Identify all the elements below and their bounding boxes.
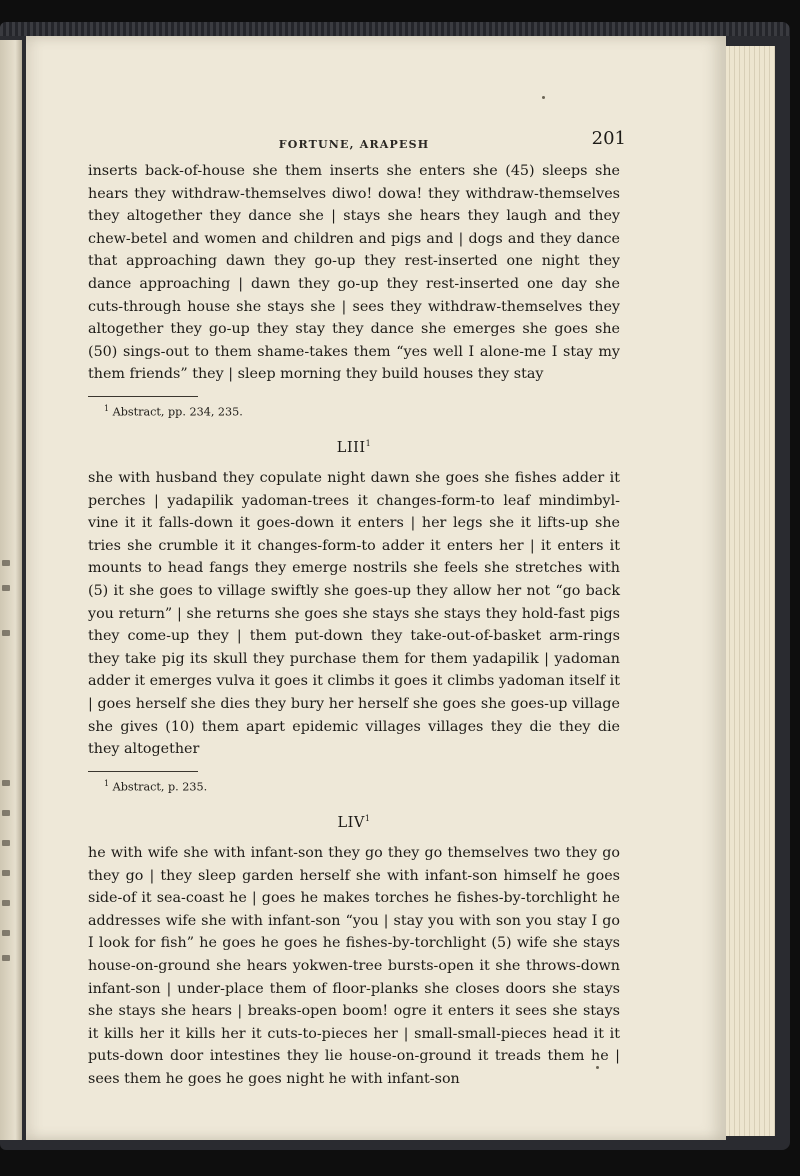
book-page — [26, 36, 726, 1140]
footnote-rule — [88, 771, 198, 772]
page-number: 201 — [591, 128, 626, 149]
facing-page-print — [2, 810, 10, 816]
section-heading-liv — [88, 808, 620, 834]
cover-top-edge — [0, 22, 790, 36]
footnote-text: Abstract, p. 235. — [112, 780, 208, 794]
page-header — [88, 128, 626, 158]
section-heading-liii — [88, 433, 620, 459]
section-footnote-marker: 1 — [364, 813, 371, 823]
footnote-marker: 1 — [104, 403, 110, 413]
facing-page-print — [2, 900, 10, 906]
continued-paragraph: inserts back-of-house she them inserts she enters she (45) sleeps she hears they withdraw-themselves diwo! dowa! they withdraw-themselves they altogether they dance she | stays she hears they laugh and they chew-betel and women and children and pigs and | dogs and they dance that approaching dawn they go-up they rest-inserted one night they dance approaching | dawn they go-up they rest-inserted one day she cuts-through house she stays she | sees they withdraw-themselves they altogether they go-up they stay they dance she emerges she goes she (50) sings-out to them shame-takes them “yes well I alone-me I stay my them friends” they | sleep morning they build houses they stay — [88, 163, 620, 383]
footnote-rule — [88, 396, 198, 397]
facing-page-print — [2, 870, 10, 876]
facing-page-edge — [0, 40, 22, 1140]
section-title: LIII — [336, 439, 366, 456]
paper-speck — [542, 96, 545, 99]
facing-page-print — [2, 630, 10, 636]
section-text-liv: he with wife she with infant-son they go they go themselves two they go they go | they sleep garden herself she with infant-son himself he goes side-of it sea-coast he | goes he makes torches he fishes-by-torchlight he addresses wife she with infant-son “you | stay you with son you stay I go I look for fish” he goes he goes he fishes-by-torchlight (5) wife she stays house-on-ground she hears yokwen-tree bursts-open it she throws-down infant-son | under-place them of floor-planks she closes doors she stays she stays she hears | breaks-open boom! ogre it enters it sees she stays it kills her it kills her it cuts-to-pieces her | small-small-pieces head it it puts-down door intestines they lie house-on-ground it treads them he | sees them he goes he goes night he with infant-son — [88, 844, 620, 1087]
running-head: FORTUNE, ARAPESH — [278, 138, 430, 151]
footnote-marker: 1 — [104, 778, 110, 788]
facing-page-print — [2, 780, 10, 786]
facing-page-print — [2, 560, 10, 566]
facing-page-print — [2, 930, 10, 936]
footnote-text: Abstract, pp. 234, 235. — [112, 405, 243, 419]
footnote — [104, 401, 620, 421]
section-title: LIV — [337, 814, 365, 831]
section-footnote-marker: 1 — [365, 438, 372, 448]
facing-page-print — [2, 585, 10, 591]
facing-page-print — [2, 840, 10, 846]
facing-page-print — [2, 955, 10, 961]
section-text-liii: she with husband they copulate night dawn she goes she fishes adder it perches | yadapilik yadoman-trees it changes-form-to leaf mindimbyl-vine it it falls-down it goes-down it enters | her legs she it lifts-up she tries she crumble it it changes-form-to adder it enters her | it enters it mounts to head fangs they emerge nostrils she feels she stretches with (5) it she goes to village swiftly she goes-up they allow her not “go back you return” | she returns she goes she stays she stays they hold-fast pigs they come-up they | them put-down they take-out-of-basket arm-rings they take pig its skull they purchase them for them yadapilik | yadoman adder it emerges vulva it goes it climbs it goes it climbs yadoman itself it | goes herself she dies they bury her herself she goes she goes-up village she gives (10) them apart epidemic villages villages they die they die they altogether — [88, 470, 620, 758]
footnote — [104, 776, 620, 796]
page-content — [88, 128, 626, 1091]
